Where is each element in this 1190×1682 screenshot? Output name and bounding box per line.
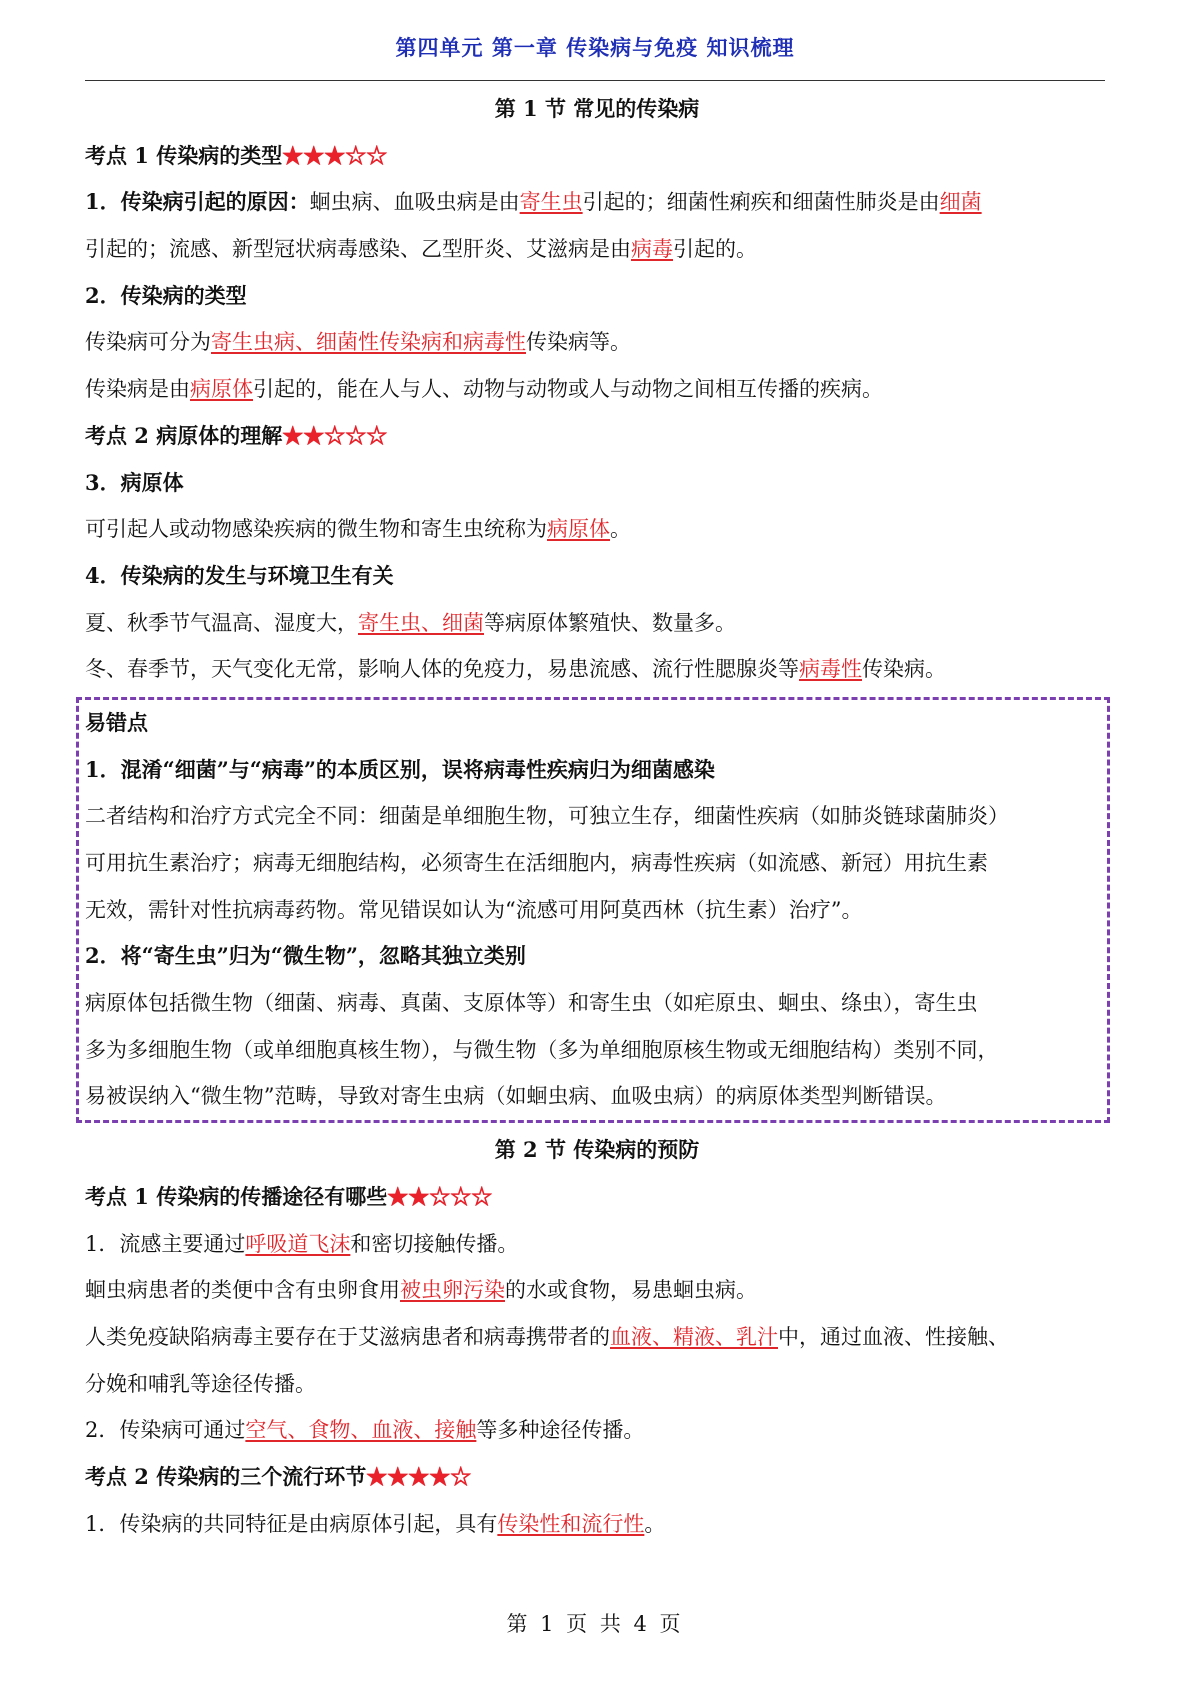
star-rating: ★★☆☆☆ [282, 422, 388, 448]
paragraph: 可引起人或动物感染疾病的微生物和寄生虫统称为病原体。 [85, 517, 631, 542]
key-point-heading: 考点 1 传染病的传播途径有哪些★★☆☆☆ [85, 1183, 493, 1209]
mistake-text: 二者结构和治疗方式完全不同：细菌是单细胞生物，可独立生存，细菌性疾病（如肺炎链球菌肺炎） [85, 804, 1009, 829]
paragraph: 人类免疫缺陷病毒主要存在于艾滋病患者和病毒携带者的血液、精液、乳汁中，通过血液、性接触、 [85, 1324, 1009, 1349]
page-number: 第 1 页 共 4 页 [506, 1612, 684, 1636]
page-content [85, 86, 1109, 1547]
highlight-term: 病毒性 [799, 657, 862, 682]
paragraph: 分娩和哺乳等途径传播。 [85, 1371, 316, 1396]
paragraph: 传染病可分为寄生虫病、细菌性传染病和病毒性传染病等。 [85, 330, 631, 355]
paragraph: 1．流感主要通过呼吸道飞沫和密切接触传播。 [85, 1231, 519, 1256]
paragraph: 2．传染病可通过空气、食物、血液、接触等多种途径传播。 [85, 1418, 645, 1443]
highlight-term: 空气、食物、血液、接触 [245, 1418, 477, 1443]
mistakes-title: 易错点 [85, 709, 148, 735]
star-rating: ★★☆☆☆ [387, 1183, 493, 1209]
item-heading: 4．传染病的发生与环境卫生有关 [85, 562, 394, 588]
highlight-term: 细菌 [939, 190, 982, 215]
common-mistakes-box [76, 697, 1110, 1123]
highlight-term: 寄生虫、细菌 [358, 610, 484, 635]
highlight-term: 血液、精液、乳汁 [610, 1324, 778, 1349]
highlight-term: 病毒 [631, 237, 673, 262]
paragraph: 传染病是由病原体引起的，能在人与人、动物与动物或人与动物之间相互传播的疾病。 [85, 377, 883, 402]
mistake-text: 病原体包括微生物（细菌、病毒、真菌、支原体等）和寄生虫（如疟原虫、蛔虫、绦虫），寄生虫 [85, 991, 978, 1016]
paragraph: 夏、秋季节气温高、湿度大，寄生虫、细菌等病原体繁殖快、数量多。 [85, 610, 736, 635]
star-rating: ★★★☆☆ [282, 142, 388, 168]
paragraph: 1．传染病引起的原因：蛔虫病、血吸虫病是由寄生虫引起的；细菌性痢疾和细菌性肺炎是由细菌 [85, 189, 982, 215]
item-heading: 2．传染病的类型 [85, 282, 247, 308]
mistake-text: 无效，需针对性抗病毒药物。常见错误如认为“流感可用阿莫西林（抗生素）治疗”。 [85, 897, 863, 922]
highlight-term: 被虫卵污染 [400, 1278, 505, 1303]
mistake-text: 易被误纳入“微生物”范畴，导致对寄生虫病（如蛔虫病、血吸虫病）的病原体类型判断错误。 [85, 1084, 947, 1109]
highlight-term: 病原体 [190, 377, 253, 402]
paragraph: 1．传染病的共同特征是由病原体引起，具有传染性和流行性。 [85, 1511, 666, 1536]
mistake-text: 多为多细胞生物（或单细胞真核生物），与微生物（多为单细胞原核生物或无细胞结构）类别不同， [85, 1037, 999, 1062]
star-rating: ★★★★☆ [366, 1463, 472, 1489]
mistake-text: 可用抗生素治疗；病毒无细胞结构，必须寄生在活细胞内，病毒性疾病（如流感、新冠）用抗生素 [85, 851, 988, 875]
item-heading: 3．病原体 [85, 469, 184, 495]
highlight-term: 寄生虫 [519, 190, 583, 215]
mistake-heading: 2．将“寄生虫”归为“微生物”，忽略其独立类别 [85, 943, 526, 969]
highlight-term: 传染性和流行性 [497, 1511, 645, 1536]
key-point-heading: 考点 1 传染病的类型★★★☆☆ [85, 142, 388, 168]
mistake-heading: 1．混淆“细菌”与“病毒”的本质区别，误将病毒性疾病归为细菌感染 [85, 756, 715, 782]
page-header-title: 第四单元 第一章 传染病与免疫 知识梳理 [395, 35, 795, 60]
paragraph: 蛔虫病患者的类便中含有虫卵食用被虫卵污染的水或食物，易患蛔虫病。 [85, 1278, 757, 1303]
highlight-term: 寄生虫病、细菌性传染病和病毒性 [211, 330, 526, 355]
highlight-term: 呼吸道飞沫 [245, 1231, 351, 1256]
paragraph: 冬、春季节，天气变化无常，影响人体的免疫力，易患流感、流行性腮腺炎等病毒性传染病。 [85, 657, 946, 682]
section-1-title: 第 1 节 常见的传染病 [494, 96, 700, 121]
key-point-heading: 考点 2 传染病的三个流行环节★★★★☆ [85, 1463, 472, 1489]
key-point-heading: 考点 2 病原体的理解★★☆☆☆ [85, 422, 388, 448]
highlight-term: 病原体 [547, 517, 610, 542]
section-2-title: 第 2 节 传染病的预防 [494, 1137, 700, 1163]
paragraph: 引起的；流感、新型冠状病毒感染、乙型肝炎、艾滋病是由病毒引起的。 [85, 237, 757, 262]
header-divider [85, 80, 1105, 81]
